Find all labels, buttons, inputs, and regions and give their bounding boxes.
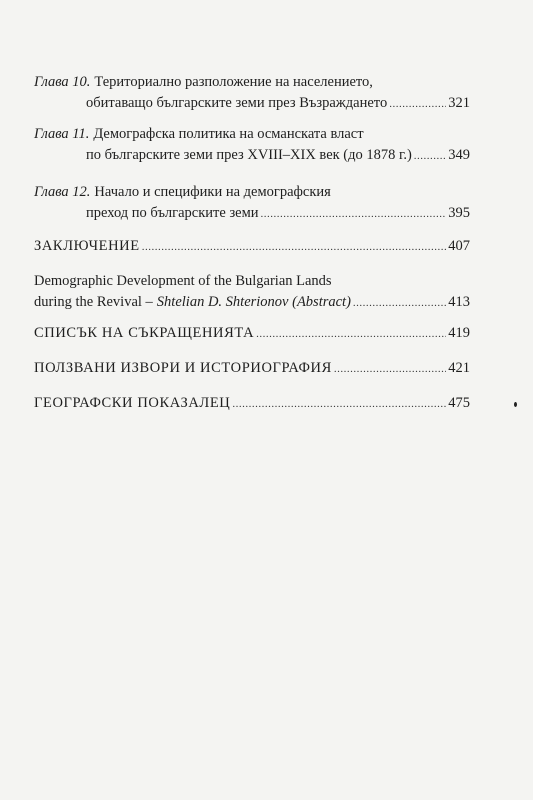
chapter-title-line-1: Начало и специфики на демографския [94, 184, 331, 200]
chapter-title-line-2: обитаващо българските земи през Възраждането [86, 95, 388, 111]
page-number: 395 [448, 205, 470, 221]
toc-entry-abbreviations [34, 323, 470, 345]
section-title: СПИСЪК НА СЪКРАЩЕНИЯТА [34, 325, 255, 341]
page-number: 475 [448, 395, 470, 411]
toc-entry-geographic-index [34, 393, 470, 415]
chapter-title-line-2: преход по българските земи [86, 205, 259, 221]
section-title: ЗАКЛЮЧЕНИЕ [34, 238, 140, 254]
chapter-label: Глава 10. [34, 74, 91, 90]
page-number: 349 [448, 147, 470, 163]
chapter-title-line-1: Териториално разположение на населението, [94, 74, 373, 90]
scan-speck [514, 402, 517, 407]
toc-entry-chapter-10 [34, 72, 470, 115]
chapter-label: Глава 12. [34, 184, 91, 200]
toc-entry-abstract [34, 271, 470, 314]
dot-leader [353, 292, 446, 314]
toc-entry-chapter-12 [34, 182, 470, 225]
chapter-title-line-1: Демографска политика на османската власт [93, 126, 364, 142]
dot-leader [261, 203, 447, 225]
dot-leader [414, 145, 446, 167]
toc-entry-sources [34, 358, 470, 380]
page-number: 413 [448, 294, 470, 310]
abstract-author: Shtelian D. Shterionov (Abstract) [156, 294, 351, 310]
page-number: 407 [448, 238, 470, 254]
toc-entry-conclusion [34, 236, 470, 258]
dot-leader [256, 323, 446, 345]
section-title: ПОЛЗВАНИ ИЗВОРИ И ИСТОРИОГРАФИЯ [34, 360, 332, 376]
page-number: 419 [448, 325, 470, 341]
page-number: 421 [448, 360, 470, 376]
section-title: ГЕОГРАФСКИ ПОКАЗАЛЕЦ [34, 395, 231, 411]
page-number: 321 [448, 95, 470, 111]
chapter-title-line-2: по българските земи през XVIII–XIX век (до 1878 г.) [86, 147, 412, 163]
abstract-title-line-1: Demographic Development of the Bulgarian Lands [34, 273, 332, 289]
dot-leader [142, 236, 447, 258]
chapter-label: Глава 11. [34, 126, 90, 142]
abstract-title-prefix: during the Revival – [34, 294, 153, 310]
dot-leader [232, 393, 446, 415]
dot-leader [334, 358, 446, 380]
dot-leader [389, 93, 446, 115]
toc-entry-chapter-11 [34, 124, 470, 167]
